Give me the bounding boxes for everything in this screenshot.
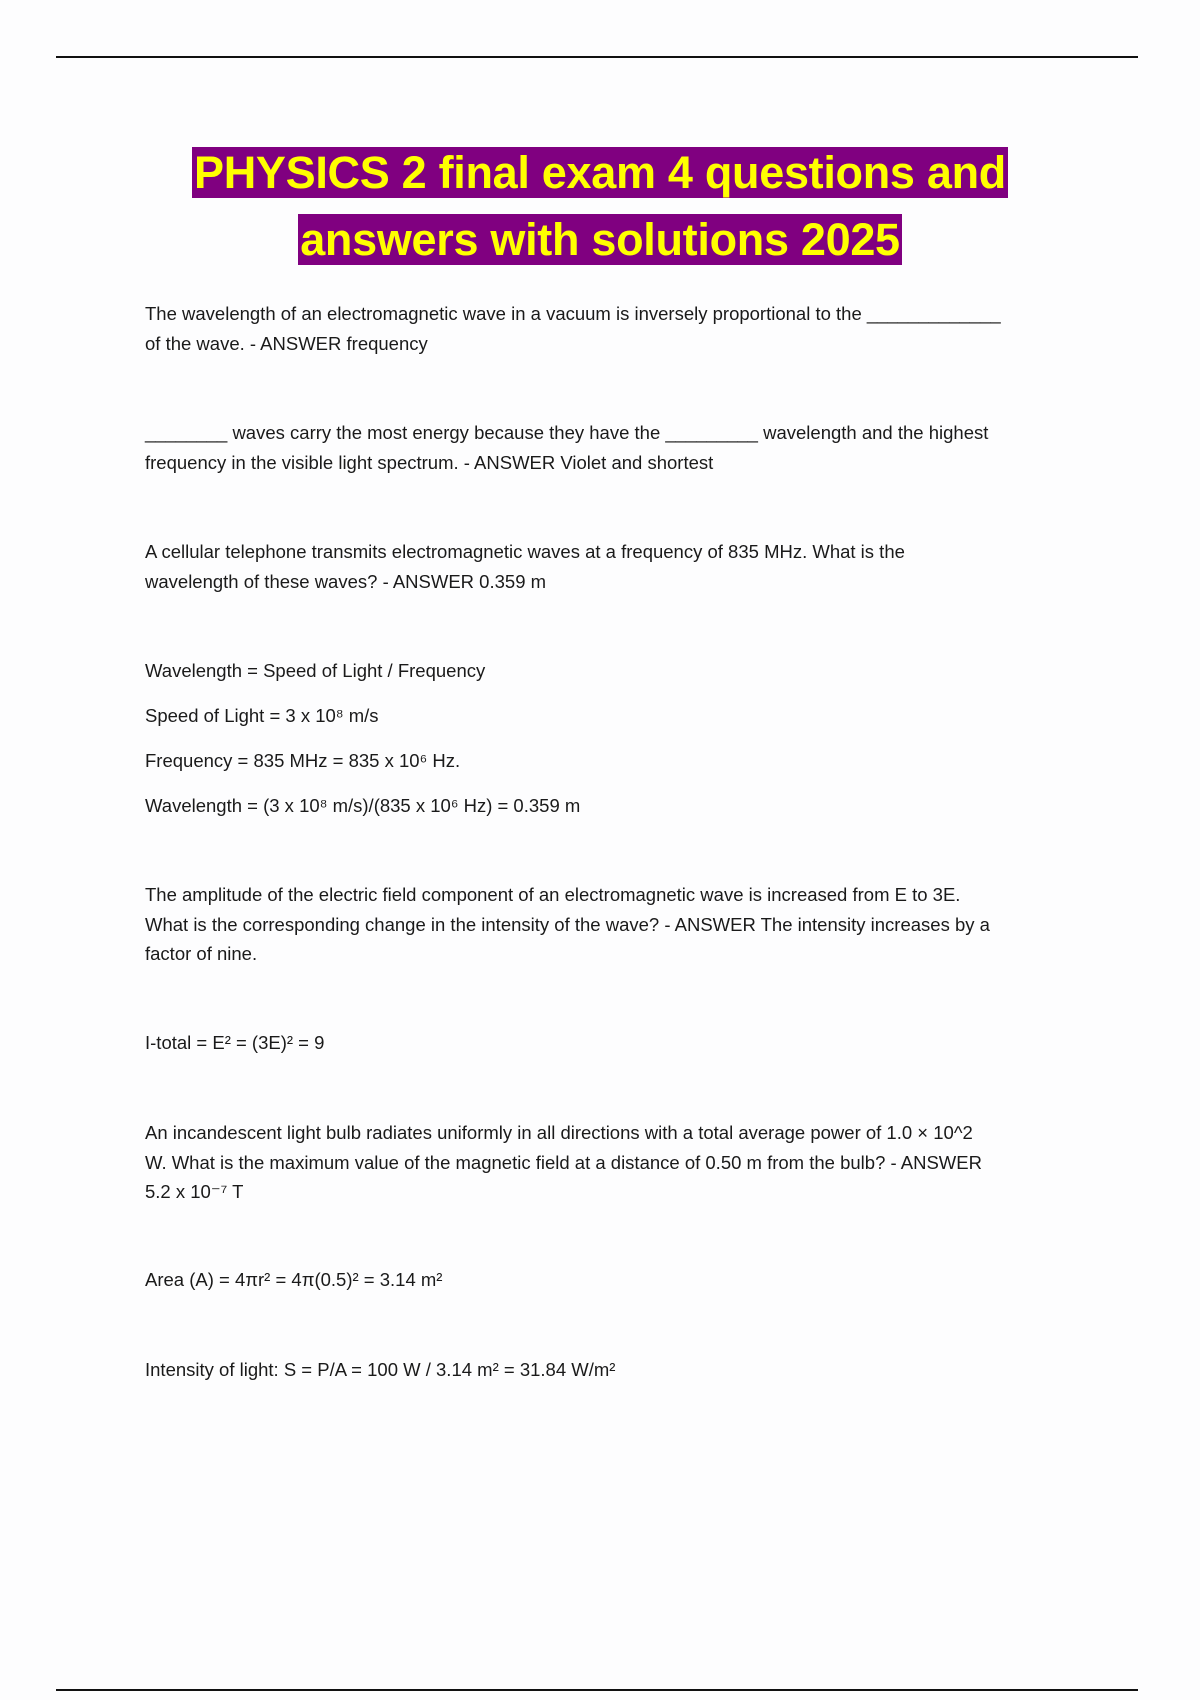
title-line-2: answers with solutions 2025 [300, 214, 900, 265]
text-line: An incandescent light bulb radiates uniformly in all directions with a total average power of 1.0 × 10^2 [145, 1122, 973, 1143]
solution-line [145, 791, 580, 821]
header-rule [56, 56, 1138, 58]
text-line: ________ waves carry the most energy because they have the _________ wavelength and the highest [145, 422, 989, 443]
solution-line [145, 1265, 442, 1295]
text-line: 5.2 x 10⁻⁷ T [145, 1181, 244, 1202]
text-line: Area (A) = 4πr² = 4π(0.5)² = 3.14 m² [145, 1269, 443, 1290]
text-line: The wavelength of an electromagnetic wave in a vacuum is inversely proportional to the _____________ [145, 303, 1001, 324]
text-line: Intensity of light: S = P/A = 100 W / 3.14 m² = 31.84 W/m² [145, 1359, 616, 1380]
footer-rule [56, 1689, 1138, 1691]
text-line: wavelength of these waves? - ANSWER 0.359 m [145, 570, 547, 592]
text-line: Wavelength = (3 x 10⁸ m/s)/(835 x 10⁶ Hz) = 0.359 m [145, 795, 581, 816]
solution-line [145, 656, 485, 686]
solution-line [145, 1028, 324, 1058]
text-line: factor of nine. [145, 943, 258, 964]
question-2 [145, 418, 988, 477]
text-line: The amplitude of the electric field component of an electromagnetic wave is increased from E to 3E. [145, 884, 961, 905]
text-line: Frequency = 835 MHz = 835 x 10⁶ Hz. [145, 750, 461, 771]
solution-line [145, 1355, 615, 1385]
text-line: Speed of Light = 3 x 10⁸ m/s [145, 705, 379, 726]
text-line: What is the corresponding change in the intensity of the wave? - ANSWER The intensity increases by a [145, 913, 990, 935]
solution-line [145, 701, 379, 731]
title-line-1: PHYSICS 2 final exam 4 questions and [194, 147, 1006, 198]
text-line: A cellular telephone transmits electromagnetic waves at a frequency of 835 MHz. What is the [145, 541, 905, 562]
question-4 [145, 880, 990, 969]
text-line: of the wave. - ANSWER frequency [145, 332, 428, 354]
question-3 [145, 537, 905, 596]
text-line: I-total = E² = (3E)² = 9 [145, 1032, 325, 1053]
text-line: Wavelength = Speed of Light / Frequency [145, 660, 486, 681]
solution-line [145, 746, 460, 776]
document-title [0, 145, 1200, 279]
question-1 [145, 299, 1001, 358]
question-5 [145, 1118, 982, 1207]
text-line: W. What is the maximum value of the magnetic field at a distance of 0.50 m from the bulb? - ANSWER [145, 1151, 982, 1173]
text-line: frequency in the visible light spectrum. - ANSWER Violet and shortest [145, 451, 714, 473]
